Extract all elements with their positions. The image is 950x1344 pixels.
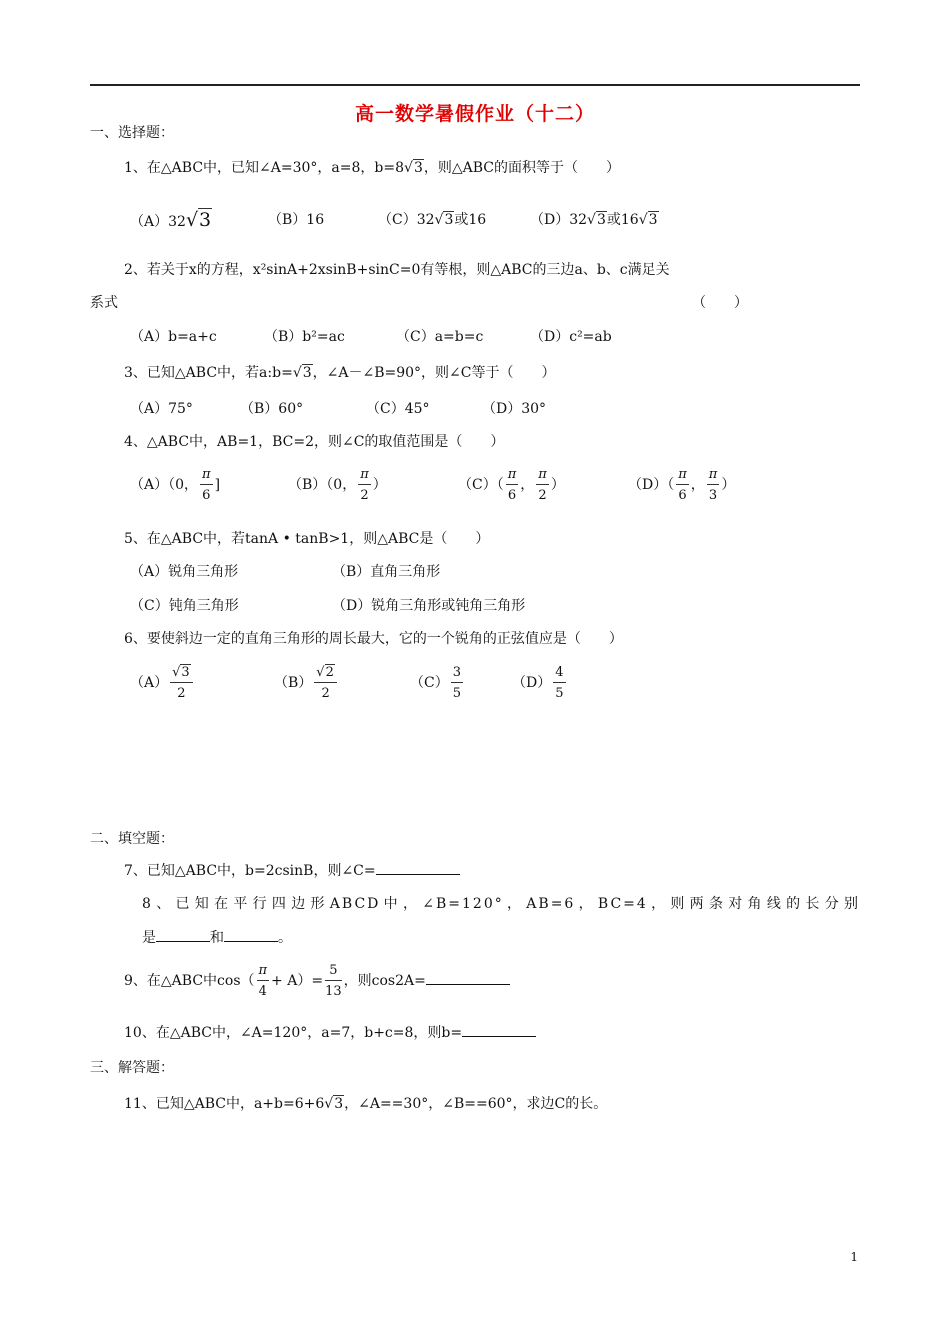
- page-title: 高一数学暑假作业（十二）: [354, 103, 595, 125]
- q3-option-a: （A）75°: [130, 401, 193, 417]
- question-6: 6、要使斜边一定的直角三角形的周长最大，它的一个锐角的正弦值应是（ ）: [124, 631, 623, 647]
- q9-answer-blank[interactable]: [426, 970, 510, 985]
- q5-option-d: （D）锐角三角形或钝角三角形: [332, 598, 526, 614]
- q8-answer-blank-2[interactable]: [224, 927, 278, 942]
- q5-option-b: （B）直角三角形: [332, 564, 441, 580]
- q1-text-b: ，则△ABC的面积等于（ ）: [423, 160, 620, 176]
- question-8-line2: 是 和 。: [142, 927, 292, 947]
- section-heading-choice: 一、选择题：: [90, 125, 174, 141]
- question-7: 7、已知△ABC中，b=2csinB，则∠C=: [124, 860, 460, 880]
- q2-option-b: （B）b²=ac: [264, 329, 345, 345]
- section-heading-fill: 二、填空题：: [90, 831, 174, 847]
- question-3: 3、已知△ABC中，若a:b=√3，∠A－∠B=90°，则∠C等于（ ）: [124, 365, 556, 381]
- q1-option-a: （A）32√3: [130, 209, 212, 231]
- q7-answer-blank[interactable]: [376, 860, 460, 875]
- q5-option-a: （A）锐角三角形: [130, 564, 239, 580]
- question-10: 10、在△ABC中，∠A=120°，a=7，b+c=8，则b=: [124, 1022, 536, 1042]
- page-number: 1: [850, 1250, 858, 1264]
- question-1: [124, 157, 620, 177]
- q2-option-c: （C）a=b=c: [396, 329, 484, 345]
- q1-text-a: 1、在△ABC中，已知∠A=30°，a=8，b=8: [124, 160, 405, 176]
- q1-option-b: （B）16: [268, 212, 325, 228]
- header-rule: [90, 84, 860, 86]
- q3-option-d: （D）30°: [482, 401, 547, 417]
- q10-answer-blank[interactable]: [462, 1022, 536, 1037]
- q6-option-a: （A） $\frac{√3}{2}$: [130, 666, 195, 700]
- sqrt-symbol: √3: [404, 160, 423, 176]
- q4-option-a: （A）（0， $\frac{\pi}{6}$ ]: [130, 467, 221, 503]
- q3-option-c: （C）45°: [366, 401, 430, 417]
- question-4: 4、△ABC中，AB=1，BC=2，则∠C的取值范围是（ ）: [124, 434, 505, 450]
- q2-answer-paren: （ ）: [692, 295, 748, 311]
- q4-option-c: （C）（ $\frac{\pi}{6}$ ， $\frac{\pi}{2}$ ）: [458, 467, 565, 503]
- question-8-line1: 8、已知在平行四边形ABCD中，∠B=120°，AB=6，BC=4，则两条对角线的长分别: [142, 896, 860, 912]
- q2-option-d: （D）c²=ab: [530, 329, 612, 345]
- q3-option-b: （B）60°: [240, 401, 304, 417]
- question-11: 11、已知△ABC中，a+b=6+6√3，∠A==30°，∠B==60°，求边C的长。: [124, 1096, 608, 1112]
- q2-option-a: （A）b=a+c: [130, 329, 217, 345]
- question-5: 5、在△ABC中，若tanA • tanB>1，则△ABC是（ ）: [124, 531, 490, 547]
- q8-answer-blank-1[interactable]: [156, 927, 210, 942]
- q6-option-c: （C） $\frac{3}{5}$: [410, 665, 461, 701]
- q6-option-d: （D） $\frac{4}{5}$: [512, 665, 564, 701]
- question-2-line2: 系式: [90, 295, 118, 311]
- q1-option-c: （C）32√3或16: [378, 212, 487, 228]
- question-9: 9、在△ABC中cos（ $\frac{\pi}{4}$ + A）= $\frac{5}{13}$ ，则cos2A=: [124, 964, 510, 998]
- q1-option-d: （D）32√3或16√3: [530, 212, 658, 228]
- section-heading-answer: 三、解答题：: [90, 1060, 174, 1076]
- question-2-line1: 2、若关于x的方程，x²sinA+2xsinB+sinC=0有等根，则△ABC的三边a、b、c满足关: [124, 262, 670, 278]
- q4-option-d: （D）（ $\frac{\pi}{6}$ ， $\frac{\pi}{3}$ ）: [628, 467, 736, 503]
- q4-option-b: （B）（0， $\frac{\pi}{2}$ ）: [288, 467, 387, 503]
- q6-option-b: （B） $\frac{√2}{2}$: [274, 666, 339, 700]
- q5-option-c: （C）钝角三角形: [130, 598, 239, 614]
